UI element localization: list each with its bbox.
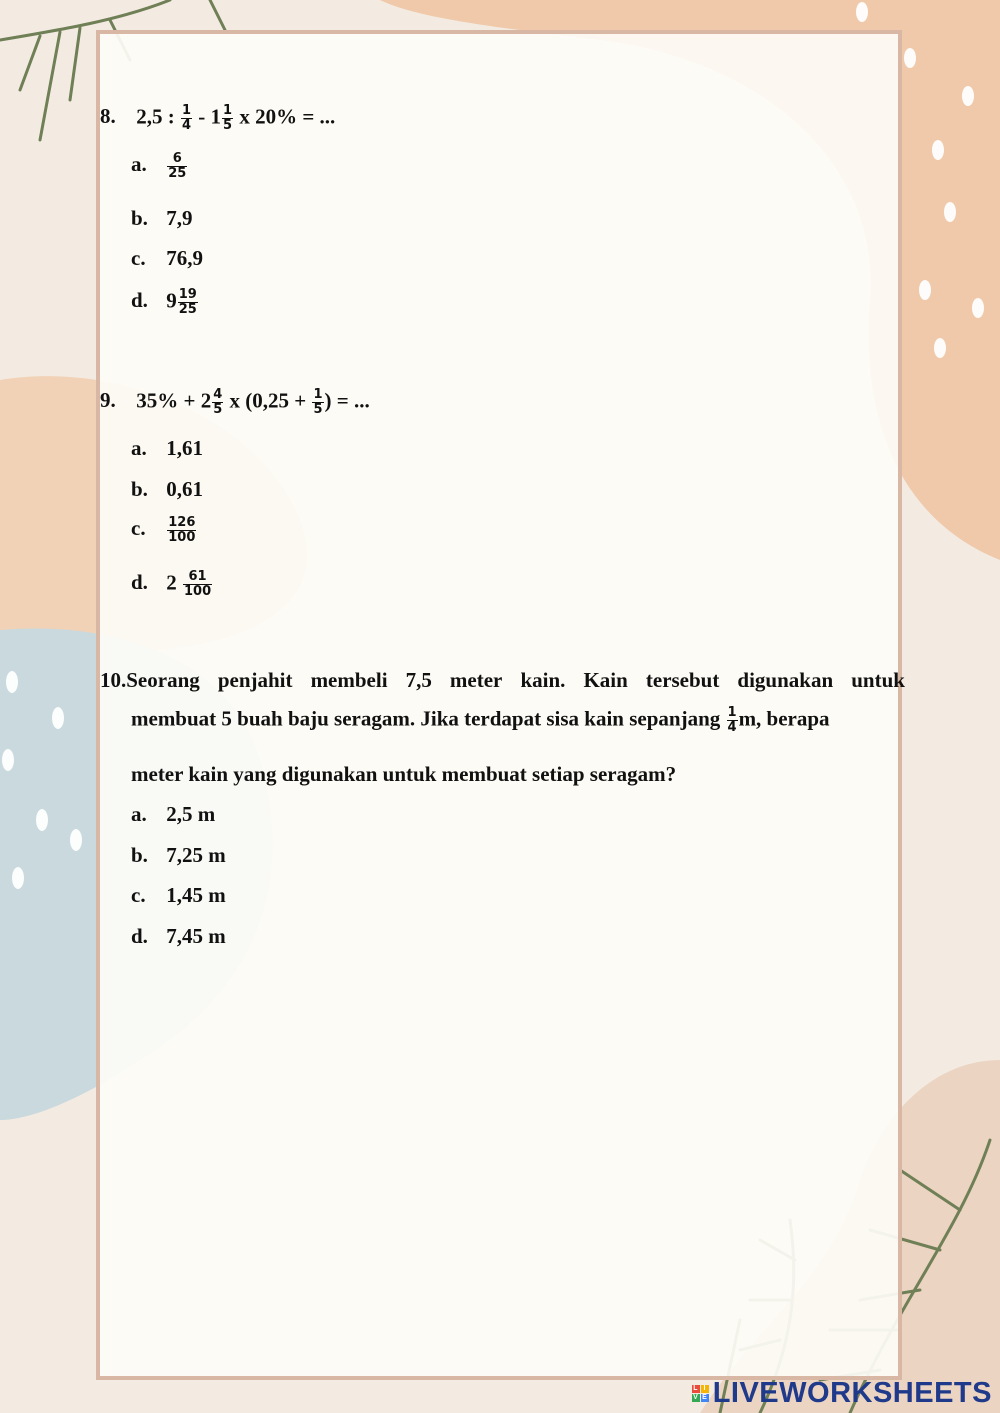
question-text: membuat 5 buah baju seragam. Jika terdapat sisa kain sepanjang xyxy=(131,706,721,731)
option-10d[interactable] xyxy=(131,924,226,949)
fraction: $\frac{4}{5}$ xyxy=(213,387,223,417)
question-10-line-1 xyxy=(100,668,905,693)
fraction: $\frac{1}{5}$ xyxy=(223,103,233,133)
option-whole: 2 xyxy=(166,570,177,595)
option-letter: b. xyxy=(131,477,148,501)
word: tersebut xyxy=(645,668,720,692)
liveworksheets-mark-icon: L I V E xyxy=(693,1384,708,1401)
option-8b[interactable] xyxy=(131,206,193,231)
option-text: 7,25 m xyxy=(166,843,226,867)
expr-text: x (0,25 + xyxy=(229,388,307,413)
option-letter: c. xyxy=(131,516,146,541)
question-9 xyxy=(100,388,370,417)
expr-text: 2,5 : xyxy=(136,104,175,129)
option-letter: a. xyxy=(131,802,147,826)
option-8c[interactable] xyxy=(131,246,203,271)
fraction: $\frac{61}{100}$ xyxy=(184,569,212,599)
word: Kain xyxy=(583,668,628,692)
option-9d[interactable] xyxy=(131,570,213,599)
expr-text: x 20% = ... xyxy=(239,104,336,129)
question-text: m, berapa xyxy=(738,706,830,731)
question-number: 8. xyxy=(100,104,116,129)
word: penjahit xyxy=(217,668,293,692)
brand-name: LIVEWORKSHEETS xyxy=(712,1376,992,1409)
option-text: 76,9 xyxy=(166,246,203,270)
word: untuk xyxy=(851,668,905,692)
liveworksheets-logo[interactable] xyxy=(692,1377,992,1409)
word: membeli xyxy=(310,668,388,692)
option-10b[interactable] xyxy=(131,843,226,868)
option-text: 1,61 xyxy=(166,436,203,460)
fraction: $\frac{1}{5}$ xyxy=(313,387,323,417)
option-whole: 9 xyxy=(166,288,177,313)
fraction: $\frac{1}{4}$ xyxy=(727,705,737,735)
option-letter: b. xyxy=(131,843,148,867)
option-letter: b. xyxy=(131,206,148,230)
expr-text: 35% + 2 xyxy=(136,388,212,413)
word: digunakan xyxy=(737,668,834,692)
option-9a[interactable] xyxy=(131,436,203,461)
fraction: $\frac{126}{100}$ xyxy=(168,515,196,545)
fraction: $\frac{1}{4}$ xyxy=(182,103,192,133)
option-10c[interactable] xyxy=(131,883,226,908)
question-10 xyxy=(100,668,905,693)
word: kain. xyxy=(520,668,566,692)
option-text: 2,5 m xyxy=(166,802,216,826)
option-text: 7,9 xyxy=(166,206,193,230)
fraction: $\frac{19}{25}$ xyxy=(178,287,197,317)
word: 10.Seorang xyxy=(100,668,200,692)
option-letter: a. xyxy=(131,152,147,177)
option-text: 7,45 m xyxy=(166,924,226,948)
option-9c[interactable] xyxy=(131,516,197,545)
word: meter xyxy=(449,668,503,692)
question-10-line-2 xyxy=(131,706,830,735)
option-9b[interactable] xyxy=(131,477,203,502)
option-8a[interactable] xyxy=(131,152,188,181)
option-text: 1,45 m xyxy=(166,883,226,907)
fraction: $\frac{6}{25}$ xyxy=(168,151,187,181)
option-letter: c. xyxy=(131,883,146,907)
question-number: 9. xyxy=(100,388,116,413)
question-8 xyxy=(100,104,335,133)
option-letter: d. xyxy=(131,570,148,595)
expr-text: - 1 xyxy=(198,104,222,129)
question-10-line-3: meter kain yang digunakan untuk membuat setiap seragam? xyxy=(131,762,677,786)
option-letter: d. xyxy=(131,288,148,313)
option-8d[interactable] xyxy=(131,288,199,317)
expr-text: ) = ... xyxy=(324,388,370,413)
option-text: 0,61 xyxy=(166,477,203,501)
option-letter: c. xyxy=(131,246,146,270)
option-letter: d. xyxy=(131,924,148,948)
worksheet-frame xyxy=(96,30,902,1380)
option-letter: a. xyxy=(131,436,147,460)
word: 7,5 xyxy=(405,668,432,692)
option-10a[interactable] xyxy=(131,802,215,827)
